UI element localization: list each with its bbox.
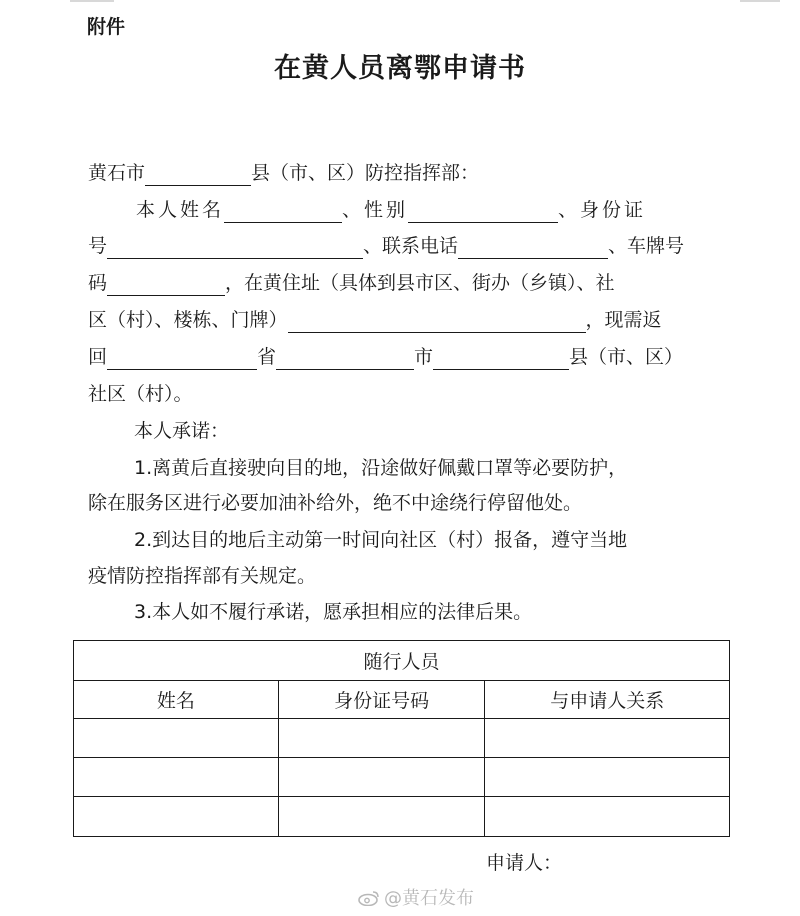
city-blank[interactable] xyxy=(276,349,414,370)
table-cell[interactable] xyxy=(74,758,279,797)
form-text: 、车牌号 xyxy=(608,235,685,257)
plate-number-blank[interactable] xyxy=(107,275,225,296)
form-line-3 xyxy=(88,233,684,259)
name-blank[interactable] xyxy=(224,202,342,223)
weibo-logo-icon xyxy=(358,890,380,906)
table-cell[interactable] xyxy=(74,719,279,758)
table-row xyxy=(74,719,730,758)
county-blank[interactable] xyxy=(145,165,251,186)
table-cell[interactable] xyxy=(74,797,279,837)
form-text: 、性别 xyxy=(342,199,409,221)
table-cell[interactable] xyxy=(278,758,485,797)
commitment-item-3: 3.本人如不履行承诺，愿承担相应的法律后果。 xyxy=(134,601,533,623)
table-title: 随行人员 xyxy=(74,641,730,681)
form-line-7: 社区（村）。 xyxy=(88,383,193,405)
form-text: ，现需返 xyxy=(585,309,662,331)
form-text: 、身份证 xyxy=(558,199,647,221)
form-line-4 xyxy=(88,270,615,296)
table-cell[interactable] xyxy=(485,797,730,837)
table-row xyxy=(74,758,730,797)
gender-blank[interactable] xyxy=(408,202,558,223)
phone-blank[interactable] xyxy=(458,238,608,259)
province-blank[interactable] xyxy=(107,349,257,370)
commitment-item-1-cont: 除在服务区进行必要加油补给外，绝不中途绕行停留他处。 xyxy=(88,492,583,514)
table-title-row xyxy=(74,641,730,681)
form-line-5 xyxy=(88,307,662,333)
header-relationship: 与申请人关系 xyxy=(485,681,730,719)
watermark xyxy=(358,884,474,910)
address-blank[interactable] xyxy=(288,312,586,333)
form-line-1 xyxy=(88,160,479,186)
form-text: 黄石市 xyxy=(88,162,146,184)
scan-edge-line xyxy=(740,0,780,2)
commitment-item-1: 1.离黄后直接驶向目的地，沿途做好佩戴口罩等必要防护， xyxy=(134,457,628,479)
form-text: 省 xyxy=(257,346,277,368)
table-cell[interactable] xyxy=(485,719,730,758)
form-line-2 xyxy=(136,197,646,223)
form-text: 县（市、区）防控指挥部： xyxy=(251,162,480,184)
commitment-item-2: 2.到达目的地后主动第一时间向社区（村）报备，遵守当地 xyxy=(134,529,628,551)
table-cell[interactable] xyxy=(278,719,485,758)
table-row xyxy=(74,797,730,837)
form-text: 回 xyxy=(88,346,108,368)
id-number-blank[interactable] xyxy=(107,238,363,259)
form-text: 本人姓名 xyxy=(136,199,225,221)
form-line-6 xyxy=(88,344,683,370)
commitment-item-2-cont: 疫情防控指挥部有关规定。 xyxy=(88,565,317,587)
table-cell[interactable] xyxy=(278,797,485,837)
table-header-row xyxy=(74,681,730,719)
form-text: 市 xyxy=(414,346,434,368)
commitment-heading: 本人承诺： xyxy=(134,420,230,442)
scan-edge-line xyxy=(70,0,114,2)
applicant-signature-label: 申请人： xyxy=(486,852,563,874)
form-text: 县（市、区） xyxy=(569,346,684,368)
form-text: 、联系电话 xyxy=(363,235,459,257)
document-title: 在黄人员离鄂申请书 xyxy=(274,53,526,84)
header-id-number: 身份证号码 xyxy=(278,681,485,719)
form-text: 号 xyxy=(88,235,108,257)
form-text: 区（村）、楼栋、门牌） xyxy=(88,309,288,331)
form-text: 码 xyxy=(88,272,108,294)
companions-table xyxy=(73,640,730,837)
destination-county-blank[interactable] xyxy=(433,349,569,370)
table-cell[interactable] xyxy=(485,758,730,797)
attachment-label: 附件 xyxy=(87,16,126,38)
header-name: 姓名 xyxy=(74,681,279,719)
form-text: ，在黄住址（具体到县市区、街办（乡镇）、社 xyxy=(225,272,615,294)
watermark-text: @黄石发布 xyxy=(384,888,474,909)
